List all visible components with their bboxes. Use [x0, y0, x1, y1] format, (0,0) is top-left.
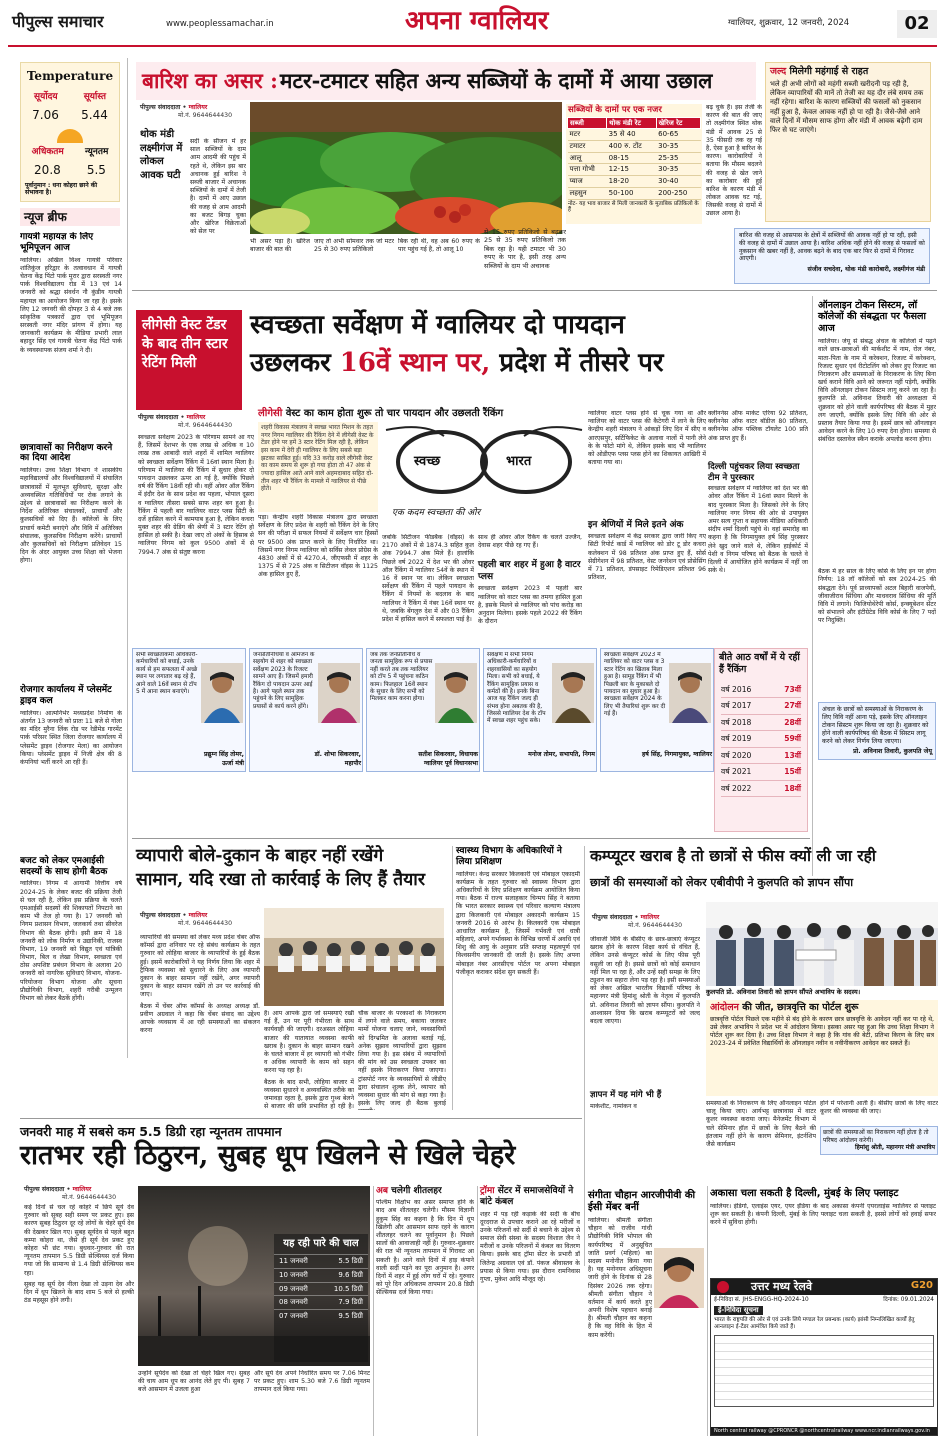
veg-table-cell: 30-40	[656, 176, 700, 188]
traders-headline-1: व्यापारी बोले-दुकान के बाहर नहीं रखेंगे	[136, 846, 384, 866]
swachhta-subhead: लीगेसी वेस्ट का काम होता शुरू तो चार पायदान और उछलती रैंकिंग	[258, 408, 504, 419]
brief-title: छात्रावासों का निरीक्षण करने का दिया आदेश	[20, 442, 113, 464]
swachhta-intro-box: शहरी विकास मंत्रालय ने स्वच्छ भारत मिशन के तहत नगर निगम ग्वालियर की रैंकिंग देने में लीगेसी वेस्ट के टेंडर होने पर हमें 3 स्टार रेटिंग मिल रही है, लेकिन इस काम में देरी ही ग्वालियर के लिए सबसे बड़ा झटका साबित हुई। यदि 33 करोड़ वाले लीगेसी वेस्ट का काम समय से शुरू हो गया होता तो 47 अंक से ज्यादा हासिल आते आने वाले अहमदाबाद सहित दो-तीन शहर भी रैंकिंग के मामले में ग्वालियर से पीछे होते।	[258, 422, 378, 512]
veg-table-row	[568, 152, 701, 164]
section-title: अपना ग्वालियर	[405, 6, 549, 36]
veg-table-cell: पत्ता गोभी	[568, 164, 607, 176]
veg-table-cell: प्याज	[568, 176, 607, 188]
notice-table	[714, 1335, 934, 1407]
temp-value: 5.5 डिग्री	[338, 1257, 363, 1265]
akasa-body: ग्वालियर। इंडिगो, एलाइंस एयर, एयर इंडिया के बाद अकासा कंपनी एयरलाइंस ग्वालियर से फ्लाइट शुरू कर सकती है। कंपनी दिल्ली, मुंबई के लिए फ्लाइट चला सकती है, इससे लोगों को हवाई सफर करने में सुविधा होगी।	[710, 1203, 936, 1227]
veg-table-cell: 400 रु. टोंट	[607, 140, 656, 152]
sunrise-value: 7.06	[32, 108, 59, 123]
sangeeta-title: संगीता चौहान आरजीपीवी की ईसी मेंबर बनीं	[588, 1190, 696, 1213]
temp-trend-title: यह रही पारे की चाल	[283, 1238, 359, 1249]
computer-headline-1: कम्प्यूटर खराब है तो छात्रों से फीस क्यों ली जा रही	[590, 846, 876, 865]
veg-headline-lead: बारिश का असर :	[142, 68, 278, 93]
brief-title: रोजगार कार्यालय में प्लेसमेंट ड्राइव कल	[20, 685, 112, 706]
veg-table-cell: टमाटर	[568, 140, 607, 152]
ranking-year: वर्ष 2016	[721, 684, 752, 694]
weather-box	[20, 62, 120, 202]
forecast-label: पूर्वानुमान :	[25, 181, 51, 189]
temperature-trend-box	[274, 1234, 368, 1362]
veg-table-cell: 50-100	[607, 187, 656, 199]
page-number: 02	[897, 10, 937, 38]
veg-table-cell: लहसुन	[568, 187, 607, 199]
brief-item-3	[20, 685, 122, 850]
ranking-row	[721, 781, 801, 797]
railway-tender-ad	[710, 1278, 938, 1436]
ranking-row	[721, 731, 801, 747]
swachhta-col-1: स्वच्छता सर्वेक्षण 2023 के परिणाम सामने आ गए हैं, जिसमें देशभर के एक लाख से अधिक व 10 लाख तक आबादी वाले शहरों में शामिल ग्वालियर को स्वच्छता सर्वेक्षण रैंकिंग में 16वां स्थान मिला है। परिणाम में ग्वालियर की रैंकिंग में सुधार होकर दो पायदान उछलकर ऊपर आ गई है, क्योंकि पिछले वर्ष की रैंकिंग 18वीं रही थी। वहीं ओवर ऑल रैंकिंग में इंदौर देश के साथ प्रदेश का पहला, भोपाल दूसरा व ग्वालियर तीसरा सबसे साफ शहर बन हुआ है। रैंकिंग में पहली बार ग्वालियर वाटर प्लस सिटी के दर्जे हासिल करने में कामयाब हुआ है, लेकिन कचरा मुक्त शहर की ग्रेडिंग की श्रेणी में 3 स्टार रेटिंग हो हासिल हो सकी है। देखा जाए तो अंकों के हिसाब से ग्वालियर निगम को कुल 9500 अंकों में से 7994.7 अंक से संतुष्ट करना	[138, 434, 254, 556]
quote-role: ग्वालियर पूर्व विधानसभा	[424, 760, 478, 768]
trauma-story: ट्रॉमा सेंटर में समाजसेवियों ने बांटे कंबल शहर में पड़ रही कड़ाके की सर्दी के बीच दूरदराज से उपचार कराने आ रहे मरीजों व उनके परिजनों को सर्दी से बचाने के उद्देश्य से समाज सेवी संस्था के सदस्य विशाल जैन ने मरीजों व उनके परिजनों में कंबल का वितरण किया। इसके बाद ट्रॉमा सेंटर के प्रभारी डॉ जितेन्द्र अग्रवाल एवं डॉ. पंकज श्रीवास्तव के प्रयास से किया गया। इस दौरान रामनिवास गुप्ता, मुकेश आदि मौजूद रहे।	[480, 1186, 580, 1283]
online-token-title: ऑनलाइन टोकन सिस्टम, लॉ कॉलेजों की संबद्धता पर फैसला आज	[818, 300, 926, 334]
col-divider	[127, 58, 128, 1058]
temp-date: 10 जनवरी	[279, 1270, 308, 1279]
ranking-title: बीते आठ वर्षों में ये रहीं हैं रैंकिंग	[719, 652, 800, 676]
brief-body: ग्वालियर। उच्च शिक्षा विभाग ने शासकीय महाविद्यालयों और विश्वविद्यालयों में संचालित छात्रावासों में मूलभूत सुविधाएं, सुरक्षा और अव्यवस्थित गतिविधियों पर रोक लगाने के उद्देश्य से छात्रावासों का निरीक्षण करने के निर्देश अतिरिक्त संचालकों, प्राचार्यों और कुलसचिवों को दिए हैं। कॉलेजों के लिए प्राचार्य कमेटी बनाएंगे और विवि में अतिरिक्त संचालक, कुलसचिव निरीक्षण करेंगे। प्राचार्यों और कुलसचिवों को निरीक्षण प्रतिवेदन 15 दिन के अंदर आयुक्त उच्च शिक्षा को भेजना होगा।	[20, 467, 122, 565]
veg-table-cell: आलू	[568, 152, 607, 164]
veg-col-text-2: भी असर पड़ा है। खेरिज बाजार की बात की	[250, 238, 310, 254]
health-story	[456, 846, 580, 1112]
brief-item-2	[20, 443, 122, 680]
veg-byline: पीपुल्स संवाददाता • ग्वालियर मो.नं. 9644644430	[140, 104, 233, 119]
logo-tagline: एक कदम स्वच्छता की ओर	[392, 508, 481, 518]
ranking-row	[721, 682, 801, 698]
veg-table-cell: 08-15	[607, 152, 656, 164]
veg-callout-text: थोक मंडी लक्ष्मीगंज में लोकल आवक घटी	[140, 129, 183, 181]
cold-byline: पीपुल्स संवाददाता • ग्वालियर मो.नं. 9644644430	[24, 1186, 117, 1201]
brief-body: ग्वालियर। आत्मनिर्भर मध्यप्रदेश निर्माण के अंतर्गत 13 जनवरी को प्रातः 11 बजे से गोला का मंदिर मुरैना लिंक रोड पर रेडीमेड गारमेंट पार्क परिसर स्थित जिला रोजगार कार्यालय में प्लेसमेंट ड्राइव (रोजगार मेला) का आयोजन किया। प्लेसमेंट ड्राइव में निजी क्षेत्र की 8 कंपनियां भर्ती करने आ रही हैं।	[20, 709, 122, 766]
veg-headline	[136, 62, 756, 100]
logo-left-text: स्वच्छ	[414, 454, 441, 469]
divider	[20, 1118, 582, 1119]
sheetlahar-story: अब चलेगी शीतलहर पश्चिम विक्षोभ का असर समाप्त होने के बाद अब शीतलहर चलेगी। मौसम विज्ञानी हुकुम सिंह का कहना है कि दिन में धूप खिलेगी और आसमान साफ रहने के कारण शीतलहर चलने का पूर्वानुमान है। पिछले सालों की आवाजाही नहीं है। गुरुवार-शुक्रवार की रात भी न्यूनतम तापमान में गिरावट आ सकती है। आने वाले दिनों में हाड़ कंपाने वाली सर्दी पड़ने का पूरा अनुमान है। अगर दिनों में शहर में हुई लोग घरों में रहे। गुरुवार को पूरे दिन अधिकतम तापमान 20.8 डिग्री सेल्सियस दर्ज किया गया।	[376, 1186, 474, 1297]
ranking-value: 27वीं	[784, 701, 801, 711]
sangeeta-body: ग्वालियर। श्रीमती संगीता चौहान को राजीव गांधी प्रौद्योगिकी विवि भोपाल की कार्यपरिषद में अनुसूचित जाति प्रवर्ग (महिला) का सदस्य मनोनीत किया गया है। यह मनोनयन अधिसूचना जारी होने के दिनांक से 28 दिसंबर 2026 तक रहेगा। श्रीमती संगीता चौहान ने वर्तमान में कार्य करते हुए अपनी विशेष पहचान बनाई है। श्रीमती चौहान का कहना है कि वह विवि के हित में काम करेंगी।	[588, 1217, 652, 1339]
sun-icon	[57, 129, 83, 143]
relief-body: भले ही अभी लोगों को महंगी सब्जी खरीदनी पड़ रही है, लेकिन व्यापारियों की मानें तो तेजी का यह दौर लंबे समय तक नहीं रहेगा। बारिश के कारण सब्जियों की फसलों को नुकसान नहीं हुआ है, केवल आवक नहीं हो पा रही है। जैसे-जैसे आने वाले दिनों में मौसम साफ होगा और मंडी में आवक बढ़ेगी दाम फिर से घट जाएंगे।	[770, 79, 924, 135]
swachhta-headline-2: उछलकर 16वें स्थान पर, प्रदेश में तीसरे पर	[250, 348, 664, 378]
ranking-year: वर्ष 2019	[721, 734, 752, 744]
temp-value: 10.5 डिग्री	[333, 1284, 363, 1293]
cold-col-1: कई दिनों से चल रहे कोहरे में छिपे सूर्य देव गुरुवार को सुबह सही समय पर प्रकट हुए। इस कारण सुबह ठिठुरन दूर रहे लोगों के चेहरे सूर्य देव की देखकर खिल गए। सुबह सूर्यदेव से पहले बहुत कम्पा कोहरा था, जैसे ही सूर्य देव प्रकट हुए कोहरा भी छंट गया। बुधवार-गुरुवार की रात न्यूनतम तापमान 5.5 डिग्री सेल्सियस दर्ज किया गया जो कि सामान्य से 1.4 डिग्री सेल्सियस कम रहा। सुबह यह सूर्य देव नीला देखा तो उड़ना देव और दिन में धूप खिलने के बाद शाम 5 बजे से हल्की ठंड महसूस होने लगी।	[24, 1204, 134, 1305]
cold-col-3: और सूर्य देव अपने निर्धारित समय पर 7.06 मिनट पर प्रकट हुए। शाम 5.30 बजे 7.6 डिग्री न्यूनतम तापमान दर्ज किया गया।	[254, 1370, 370, 1394]
veg-table-cell: 60-65	[656, 129, 700, 141]
computer-col-2: समस्याओं के निराकरण के लिए ऑनलाइन पोर्टल चालू किया जाए। आर्यभट्ट छात्रावास में वाटर कूलर व्यवस्था कराया जाए। मैनेजमेंट विभाग में चले सेमिनार हॉल में छात्रों के लिए बैठने की इंतजाम नहीं होने के कारण सेमिनार, इंटर्नशिप जैसे कार्यक्रम	[706, 1100, 816, 1148]
abvp-memorandum-photo	[706, 902, 938, 986]
col-divider	[452, 846, 453, 1110]
notice-subtitle: ई-निविदा सूचना	[714, 1306, 763, 1315]
traders-col-1: व्यापारियों की समस्या को लेकर मध्य प्रदेश चेंबर ऑफ कॉमर्स द्वारा शनिवार पर रहे संबंध कार्यक्रम के तहत गुरुवार को लोहिया बाजार के व्यापारियों के हुई बैठक हुई। इसमें कारोबारियों ने यह निर्णय लिया कि शहर में ट्रैफिक व्यवस्था को सुधारने के लिए अब व्यापारी दुकान के बाहर सामान नहीं रखेंगे, अगर व्यापारी दुकान के बाहर सामान रखेंगे तो उन पर कार्रवाई की जाए। बैठक में चेंबर ऑफ कॉमर्स के अध्यक्ष अध्यक्ष डॉ. प्रवीण अग्रवाल ने कहा कि चेंबर संवाद का उद्देश्य आपके व्यवसाय में आ रही समस्याओं का संकलन करना	[140, 934, 260, 1035]
ranking-value: 15वीं	[784, 767, 801, 777]
quote-name: प्रद्युम्न सिंह तोमर,	[203, 751, 244, 759]
brief-title: बजट को लेकर एमआईसी सदस्यों के साथ होगी बैठक	[20, 855, 108, 877]
veg-table	[567, 117, 701, 200]
temp-row	[274, 1268, 368, 1282]
ranking-year: वर्ष 2021	[721, 767, 752, 777]
col-divider	[373, 1186, 374, 1436]
akasa-story	[710, 1188, 936, 1278]
ranking-year: वर्ष 2020	[721, 750, 752, 760]
ranking-box	[714, 648, 808, 832]
veg-col-text-3: जाए तो अभी सोमवार तक जो मटर 25 से 30 रुपए प्रतिकिलो	[314, 238, 394, 254]
logo-right-text: भारत	[506, 454, 532, 469]
temp-row	[274, 1282, 368, 1296]
quote-text: जब तक जनप्रतिनिधि व जनता सामूहिक रूप से प्रयास नहीं करते तब तक ग्वालियर को टॉप 5 में पहुंचना कठिन काम। फिलहाल 16वें स्थान के सुधार के लिए सभी को मिलकर काम करना होगा।	[370, 652, 433, 703]
col-divider	[707, 1186, 708, 1436]
temp-date: 09 जनवरी	[279, 1284, 308, 1293]
quote-box	[249, 648, 363, 772]
brief-body: ग्वालियर। निगम में आगामी वित्तीय वर्ष 2024-25 के लेकर बजट की प्रक्रिया तेजी से चल रही है, लेकिन इस प्रक्रिया के चलते एमआईसी सदस्यों की शिकायतों निपटाने का काम भी तेज हो गया है। 17 जनवरी को निगम प्रशासन विभाग, जलकार्य तथा सीवरेज विभाग की बैठक होगी। इसी क्रम में 18 जनवरी को लोक निर्माण व उद्यानिकी, राजस्व विभाग, 19 जनवरी को विद्युत एवं यांत्रिकी विभाग, बिल व लेखा विभाग, स्वच्छता एवं ठोस अपशिष्ट प्रबंधन विभाग के अलावा 20 जनवरी को नागरिक सुविधाएं विभाग, योजना-परियोजना विभाग योजना और सूचना प्रौद्योगिकी विभाग, शहरी गरीबी उन्मूलन विभाग को लेकर बैठकें होंगी।	[20, 880, 122, 1002]
veg-col-text-6: बढ़ चुके हैं। इस तेजी के कारण की बात की जाए तो लक्ष्मीगंज स्थित थोक मंडी में आवक 25 से 35 फीसदी तक रह गई है, ऐसा हुआ है बारिश के कारण। कारोबारियों ने बताया कि मौसम बदलने की वजह से खेत जाने का कारोबार की हुई बारिश के कारण मंडी में लोकल आवक घट गई, जिसकी वजह से दामों में उछाल आया है।	[706, 104, 762, 218]
brief-body: ग्वालियर। अखिल विश्व गायत्री परिवार शांतिकुंज हरिद्वार के तत्वावधान में गायत्री चेतना केंद्र पिंटो पार्क मुरार द्वारा सरस्वती नगर पार्क विश्वविद्यालय रोड में 13 एवं 14 जनवरी को श्रद्धा संवर्धन नौ कुंडीय गायत्री महायज्ञ का आयोजन किया जा रहा है। इसके लिए 12 जनवरी की दोपहर 3 से 4 बजे तक सांकृतिक पत्रकारों द्वारा एवं भूमिपूजन सरस्वती नगर मंदिर प्रांगण में होगा। यह जानकारी कार्यक्रम के मीडिया प्रभारी लाल बहादुर सिंह एवं गायत्री चेतना केंद्र पिंटो पार्क के व्यवस्थापक संजय शर्मा ने दी।	[20, 256, 122, 354]
traders-col-2: है। आप आपके द्वारा जो समस्याएं रखी गई हैं, उन पर पूरी गंभीरता के साथ कार्यवाही की जाएगी। दरअसल लोहिया बाजार की यातायात व्यवस्था काफी खराब है। दुकान के बाहर सामान रखने के चलते बाजार में हर व्यापारी को गंभीर व अधिक व्यापारी के काम को सहन करना पड़ रहा है। बैठक के बाद सभी, लोहिया बाजार में व्यवस्था सुधारने व अव्यवस्थित तरीके का जमावड़ा रहता है, इसके द्वारा गुथ्थ बेलने से बाजार की छवि प्रभावित हो रही है।	[264, 1010, 354, 1110]
dateline: ग्वालियर, शुक्रवार, 12 जनवरी, 2024	[728, 18, 850, 28]
quote-name: डॉ. शोभा सिकरवार,	[314, 751, 361, 759]
masthead	[0, 0, 945, 48]
ranking-year: वर्ष 2022	[721, 783, 752, 793]
notice-number: ई-निविदा सं. JHS-ENGG-HQ-2024-10	[714, 1297, 809, 1303]
swachh-bharat-logo	[384, 422, 584, 526]
veg-table-cell: 200-250	[656, 187, 700, 199]
ranking-row	[721, 698, 801, 714]
ranking-year: वर्ष 2017	[721, 701, 752, 711]
veg-table-row	[568, 176, 701, 188]
ranking-value: 28वीं	[784, 717, 801, 727]
veg-table-cell: 25-35	[656, 152, 700, 164]
temp-date: 07 जनवरी	[279, 1312, 308, 1320]
veg-callout	[140, 128, 190, 218]
veg-col-text-1: सर्दी के सीजन में हर साल सब्जियों के दाम आम आदमी की पहुंच में रहते थे, लेकिन इस बार अचानक हुई बारिश ने सब्जी बाजार में अचानक सब्जियों के दामों में तेजी है। दामों में आए उछाल की वजह से आम आदमी का बजट बिगड़ चुका और खेरिज विक्रेताओं को सेल पर	[190, 138, 246, 236]
cold-subhead: जनवरी माह में सबसे कम 5.5 डिग्री रहा न्यूनतम तापमान	[20, 1124, 282, 1139]
cold-col-2: उन्होंने सूर्यदेव को देखा तो चेहरे खिल गए। सुबह की चाय आम धूप का आनंद लेते हुए पी। सुबह 7 बजे आसमान में उजला हुआ	[138, 1370, 250, 1394]
health-title: स्वास्थ्य विभाग के अधिकारियों ने लिया प्रशिक्षण	[456, 846, 562, 867]
temp-value: 7.9 डिग्री	[338, 1298, 363, 1307]
ranking-row	[721, 715, 801, 731]
min-value: 5.5	[86, 162, 106, 177]
computer-col-1: जीवाजी विवि के बीसीए के छात्र-छात्राएं कंप्यूटर खराब होने के कारण शिक्षा कार्य से वंचित हैं, लेकिन उनसे कंप्यूटर कोर्स के लिए फीस पूरी वसूली जा रही है। इससे छात्रों को कोई समाधान नहीं मिल पा रहा है, और उन्हें सही समझ के लिए ट्यूशन का सहारा लेना पड़ रहा है। इसी समस्याओं को लेकर अखिल भारतीय विद्यार्थी परिषद के महानगर मंत्री हिमांशु श्रोती के नेतृत्व में कुलपति प्रो. अविनाश तिवारी को ज्ञापन सौंपा। कुलपति ने आश्वासन दिया कि खराब कम्प्यूटरों को जल्द बदला जाएगा। ज्ञापन में यह मांगे भी हैं मार्कशीट, नामांकन व	[590, 936, 700, 1110]
ranking-value: 73वीं	[784, 684, 801, 694]
swachhta-col-2: पड़ा। केन्द्रीय शहरी विकास मंत्रालय द्वारा स्वच्छता सर्वेक्षण के लिए प्रदेश के शहरी को रैंकिंग देने के लिए सन की परीक्षा में सफल नियमों में सर्वेक्षण चार हिस्सों पर 9500 अंक प्राप्त करने के लिए निर्धारित था। जिसमें नगर निगम ग्वालियर को सर्विस लेवल प्रोग्रेस के 4830 अंकों में से 4270.4, जीएफसी में शहर के 1375 में से 725 अंक व सिटीजन वॉइस के 1125 अंक हासिल हुए हैं,	[258, 514, 378, 579]
computer-col-3: होने में परेशानी आती है। बीसीए छात्रों के लिए वाटर कूलर की व्यवस्था की जाए। छात्रों की समस्याओं का निराकरण नहीं होता है तो परिषद आंदोलन करेगी। हिमांशु श्रोती, महानगर मंत्री अभाविप	[820, 1100, 938, 1180]
swachhta-col-4: साथ ही ओवर ऑल रैंकिंग के चलते उज्जैन, देवास शहर पीछे रह गए हैं। पहली बार शहर में हुआ है वाटर प्लस स्वच्छता सर्वेक्षण 2023 में पहली बार ग्वालियर को वाटर प्लस का तमगा हासिल हुआ है, इसके मिलने से ग्वालियर को पांच करोड़ का अनुदान मिलेगा। इसके पहले 2022 की रैंकिंग के दौरान	[478, 534, 582, 626]
news-brief-column	[20, 232, 122, 1060]
railway-title: उत्तर मध्य रेलवे	[751, 1280, 812, 1293]
notice-intro: भारत के राष्ट्रपति की ओर से एवं उनके लिये मण्डल रेल प्रबन्धक (कार्य) झांसी निम्नलिखित कार्यों हेतु आनलाइन ई-टेंडर आमंत्रित किये जाते हैं।	[714, 1316, 915, 1330]
col-divider	[584, 846, 585, 1266]
veg-table-row	[568, 164, 701, 176]
ranking-value: 18वीं	[784, 783, 801, 793]
veg-table-cell: 35 से 40	[607, 129, 656, 141]
veg-col-text-5: से 15 रुपए प्रतिकिलो से बढ़कर 25 से 35 रुपए प्रतिकिलो तक बिक रहा है। यही टमाटर भी 30 रुपए के पार है, इसी तरह अन्य सब्जियों के दाम भी अचानक	[484, 228, 566, 270]
quote-portrait	[435, 663, 477, 723]
veg-quote-box: बारिश की वजह से आसपास के क्षेत्रों में सब्जियों की आवक नहीं हो पा रही, इसी की वजह से दामों में उछाल आया है। बारिश अधिक नहीं होने की वजह से फसलों को नुकसान की खबर नहीं है, आवक बढ़ने के बाद एक बार फिर से दामों में गिरावट आएगी। संजीव सचदेवा, थोक मंडी कारोबारी, लक्ष्मीगंज मंडी	[734, 228, 930, 284]
brief-item-1	[20, 232, 122, 437]
weather-title: Temperature	[26, 69, 114, 83]
g20-logo: G20	[910, 1280, 933, 1291]
quote-name: सतीश सिकरवार, विधायक	[418, 751, 478, 759]
online-token-note: अंचल के छात्रों को समस्याओं के निराकरण के लिए विवि नहीं आना पड़े, इसके लिए ऑनलाइन टोकन सिस्टम शुरू किया जा रहा है। शुक्रवार को होने वाली कार्यपरिषद की बैठक में सिस्टम लागू करने को लेकर निर्णय लिया जाएगा। प्रो. अविनाश तिवारी, कुलपति जेयू	[818, 702, 936, 760]
relief-box	[765, 62, 931, 222]
temp-value: 9.6 डिग्री	[338, 1270, 363, 1279]
quote-text: जनप्रतिनिधियों व आमजन के सहयोग से शहर को स्वच्छता सर्वेक्षण 2023 के रिजल्ट सामने आए हैं। जिसमें हमारी रैंकिंग दो पायदान ऊपर आई है। आगे पहले स्थान तक पहुंचने के लिए सामूहिक प्रयासों से कार्य करने होंगे।	[253, 652, 315, 710]
temp-value: 9.5 डिग्री	[338, 1312, 363, 1320]
swachhta-col-6: क्लीननेस ऑफ मार्केट एरिया 92 प्रतिशत, क्लीननेस ऑफ वाटर बॉडीज 80 प्रतिशत, क्लीननेस ऑफ पब्लिक टॉयलेट 100 प्रति अंक प्राप्त हुए हैं।	[708, 410, 808, 442]
veg-table-cell: 12-15	[607, 164, 656, 176]
max-label: अधिकतम	[31, 147, 64, 158]
quote-box	[483, 648, 597, 772]
veg-table-header: थोक मंडी रेट	[607, 117, 656, 128]
divider	[132, 290, 937, 291]
online-token-story	[818, 300, 936, 870]
quote-text: सभी स्वच्छताकर्मी अधिकारी-कर्मचारियों को बधाई, उनके कार्य से हम सफलता में अच्छे स्थान पर लगातार बढ़ रहे हैं, आने वाले 16वें स्थान से टॉप 5 में आना स्थान बनाएंगे।	[136, 652, 198, 695]
sunset-label: सूर्यास्त	[83, 92, 106, 102]
sangeeta-portrait	[654, 1248, 704, 1308]
brief-title: गायत्री महायज्ञ के लिए भूमिपूजन आज	[20, 232, 94, 253]
veg-table-cell: मटर	[568, 129, 607, 141]
sangeeta-story	[588, 1190, 704, 1436]
cold-headline: रातभर रही ठिठुरन, सुबह धूप खिलने से खिले चेहरे	[20, 1140, 516, 1171]
veg-table-row	[568, 129, 701, 141]
paper-logo: पीपुल्स समाचार	[12, 12, 104, 31]
ranking-row	[721, 748, 801, 764]
masthead-rule	[8, 45, 937, 47]
quote-box	[366, 648, 480, 772]
brief-item-4	[20, 856, 122, 1060]
traders-meeting-photo	[264, 908, 444, 1006]
vegetable-market-photo	[250, 102, 562, 234]
swachhta-headline-1: स्वच्छता सर्वेक्षण में ग्वालियर दो पायदान	[250, 310, 625, 340]
quote-name: मनोज तोमर, सभापति, निगम	[528, 751, 595, 759]
veg-table-cell: 30-35	[656, 140, 700, 152]
quote-portrait	[669, 663, 711, 723]
akasa-title: अकासा चला सकती है दिल्ली, मुंबई के लिए फ्लाइट	[710, 1188, 899, 1199]
quote-role: महापौर	[344, 760, 361, 768]
quote-box	[600, 648, 714, 772]
relief-title: मिलेगी महंगाई से राहत	[789, 66, 869, 77]
veg-table-title: सब्जियों के दामों पर एक नजर	[568, 105, 662, 115]
legacy-side-title: लीगेसी वेस्ट टेंडर के बाद तीन स्टार रेटिंग मिली	[136, 310, 242, 410]
temp-row	[274, 1295, 368, 1309]
divider	[132, 838, 810, 839]
max-value: 20.8	[34, 162, 61, 177]
ranking-row	[721, 764, 801, 780]
notice-date: दिनांक: 09.01.2024	[883, 1297, 934, 1303]
veg-table-note: नोट- यह भाव बाजार से मिली जानकारी के मुताबिक प्रतिकिलो के हैं	[568, 200, 699, 214]
online-token-body: ग्वालियर। जेयू से संबद्ध अंचल के कॉलेजों में पढ़ने वाले छात्र-छात्राओं की मार्कशीट में नाम, रोल नंबर, माता-पिता के नाम में करेक्शन, रिजल्ट में करेक्शन, रिजल्ट सुधार एवं रीटोटलिंग को लेकर हुए रिजल्ट का निराकरण और समस्याओं के निराकरण के लिए बिना खर्च कराने विवि आने को जरूरत नहीं पड़ेगी, क्योंकि विवि ऑनलाइन टोकन सिस्टम लागू करने जा रहा है। कुलपति प्रो. अविनाश तिवारी की अध्यक्षता में शुक्रवार को होने वाली कार्यपरिषद की बैठक में मुहर लग जाएगी, क्योंकि इसके लिए विवि की ओर से प्रस्ताव तैयार किया गया है। इसमें छात्र को ऑनलाइन आवेदन करने के लिए 10 रुपए देना होगा। समस्या से संबंधित दस्तावेज स्कैन कराके अपलोड करना होगा।	[818, 338, 936, 444]
quote-role: ऊर्जा मंत्री	[222, 760, 244, 768]
veg-table-cell: 18-20	[607, 176, 656, 188]
temp-date: 11 जनवरी	[279, 1257, 308, 1265]
veg-table-row	[568, 140, 701, 152]
swachhta-col-3: जबकि सिटीजन फीडबैक (वॉइस) के 2170 अंकों में से 1874.3 सहित कुल अंक 7994.7 अंक मिले हैं। हालांकि पिछले वर्ष 2022 में देश भर की ओवर ऑल रैंकिंग में ग्वालियर 54वें के स्थान में 16 वें स्थान पर था। लेकिन स्वच्छता सर्वेक्षण की रैंकिंग में पहले पायदान के रैंकिंग में नियमों के बदलाव के बाद ग्वालियर ने रैंकिंग में नंबर 16वें स्थान पर थे, जबकि बेंगलुरु देश में और 03 रैंकिंग प्रदेश में हासिल करने में सफलता पाई है।	[382, 534, 474, 623]
forecast-text: धना कोहरा छाने की संभावना है।	[25, 181, 98, 196]
col-divider	[812, 296, 813, 876]
swachhta-categories: इन श्रेणियों में मिले इतने अंक स्वच्छता सर्वेक्षण में केंद्र सरकार द्वारा जारी किए गए सिटी रिपोर्ट कार्ड में ग्वालियर को डोर टू डोर कचरा कलेक्शन में 98 प्रतिशत अंक प्राप्त हुए हैं, सोर्स सेग्रीगेशन में 98 प्रतिशत, वेस्ट जनरेशन एवं प्रोसेसिंग में 71 प्रतिशत, डंपसाइट रिमेडिएशन प्रतिशत 96 प्रतिशत,	[588, 520, 706, 582]
swachhta-col-5: ग्वालियर वाटर प्लस होने से चूक गया था और ग्वालियर को वाटर प्लस की कैटेगरी में लाने के लिए केन्द्रीय शहरी मंत्रालय ने आंकड़ों लिए दिन में सीए व आरएसपुर, सर्टिफिकेट के अलावा नालों में पानी लेने के के फोटो मांगे थे, लेकिन इसके बाद भी ग्वालियर को ओडीएफ प्लस प्लस होने का शिकायत आखिरी में बताया गया था।	[588, 410, 706, 467]
railway-logo-icon	[717, 1281, 729, 1293]
computer-headline-2: छात्रों की समस्याओं को लेकर एबीवीपी ने कुलपति को ज्ञापन सौंपा	[590, 876, 854, 889]
veg-col-text-4: बिक रही थी, वह अब 60 रुपए के पार पहुंच गई है, तो आलू 10	[398, 238, 480, 254]
computer-byline: पीपुल्स संवाददाता • ग्वालियर मो.नं. 9644644430	[592, 914, 683, 929]
quote-box	[132, 648, 246, 772]
swachhta-byline: पीपुल्स संवाददाता • ग्वालियर मो.नं. 9644644430	[138, 414, 233, 429]
ranking-value: 13वीं	[784, 750, 801, 760]
delhi-award: दिल्ली पहुंचकर लिया स्वच्छता टीम ने पुरस्कार स्वच्छता सर्वेक्षण में ग्वालियर को देश भर की ओवर ऑल रैंकिंग में 16वां स्थान मिलने के बाद पुरस्कार मिला है। जिसको लेने के लिए ग्वालियर नगर निगम की ओर से उपायुक्त अमर सत्य गुप्ता व सहायक मीडिया अधिकारी संदीप शर्मा दिल्ली पहुंचे थे। वहां समारोह का कहना है कि निगमायुक्त हर्ष सिंह पुरस्कार लेने खुद जाने वाले थे, लेकिन हाईकोर्ट में पेशी व निगम परिषद को बैठक के चलते वे दिल्ली में आयोजित होने कार्यक्रम में नहीं जा सके थे।	[708, 462, 808, 575]
veg-table-row	[568, 187, 701, 199]
temp-row	[274, 1254, 368, 1268]
sunset-value: 5.44	[81, 108, 108, 123]
quote-text: सर्वेक्षण में सभी निगम अधिकारी-कर्मचारियों व शहरवासियों का सहयोग मिला। सभी को बधाई, ये रैंकिंग सामूहिक प्रयास व कर्मठों की है। इनके बिना आज यह रैंकिंग जल्द ही संभव होना अबतक की है, जिससे ग्वालियर देश के टॉप में स्वच्छ शहर पहुंच सके।	[487, 652, 546, 725]
railway-footer: North central railway @CPRONCR @northcentralrailway www.ncr.indianrailways.gov.in	[711, 1427, 937, 1435]
quote-portrait	[201, 663, 243, 723]
temp-date: 08 जनवरी	[279, 1298, 308, 1307]
ranking-year: वर्ष 2018	[721, 717, 752, 727]
temp-row	[274, 1309, 368, 1323]
veg-table-cell: 30-35	[656, 164, 700, 176]
veg-price-table	[566, 104, 702, 224]
quote-text: स्वच्छता सर्वेक्षण 2023 में ग्वालियर को वाटर प्लस व 3 स्टार रेटिंग का खिताब मिला हुआ है। सामूह रैंकिंग में भी पिछली बार के मुकाबले दो पायदान का सुधार हुआ है। स्वच्छता सर्वेक्षण 2024 के लिए भी तैयारियां शुरू कर दी गई हैं।	[604, 652, 666, 717]
veg-headline-text: मटर-टमाटर सहित अन्य सब्जियों के दामों में आया उछाल	[279, 68, 713, 93]
col-divider	[477, 1186, 478, 1436]
health-body: ग्वालियर। केन्द्र सरकार किलकारी एवं मोबाइल एकादमी कार्यक्रम के तहत गुरुवार को स्वास्थ्य विभाग द्वारा अधिकारियों के लिए प्रशिक्षण कार्यक्रम आयोजित किया गया। बैठक में राज्य सलाहकार चिन्मय सिंह ने बताया कि भारत सरकार स्वास्थ्य एवं परिवार कल्याण मंत्रालय द्वारा किलकारी एवं मोबाइल अकादमी कार्यक्रम 15 जनवरी 2016 से आरंभ है। किलकारी एक मोबाइल आधारित कार्यक्रम है, जिसमें गर्भवती एवं धात्री महिलाएं, अपने गर्भावस्था के विभिन्न चरणों में अवधि एवं शिशु की आयु के अनुसार प्रति सप्ताह महत्वपूर्ण एवं विश्वसनीय जानकारी दी जाती है। इसके लिए अपना मोबाइल नंबर आरसीएच पोर्टल पर अपना मोबाइल पंजीकृत कराकर संदेश सुन सकती हैं।	[456, 870, 580, 976]
news-brief-label: न्यूज ब्रीफ	[20, 208, 120, 226]
min-label: न्यूनतम	[85, 147, 109, 158]
veg-table-header: सब्जी	[568, 117, 607, 128]
ranking-value: 59वीं	[784, 734, 801, 744]
traders-byline: पीपुल्स संवाददाता • ग्वालियर मो.नं. 9644644430	[140, 912, 233, 927]
quotes-row	[132, 648, 712, 772]
andolan-box: आंदोलन की जीत, छात्रवृत्ति का पोर्टल शुरू छात्रवृत्ति पोर्टल पिछले एक महीने से बंद होने के कारण छात्र छात्रवृत्ति के आवेदन नहीं कर पा रहे थे, उसे लेकर अभाविप ने प्रदेश भर में आंदोलन किया। इसका असर यह हुआ कि उच्च शिक्षा विभाग ने पोर्टल शुरू कर दिया है। उच्च शिक्षा विभाग ने कहा है कि गांव की बेटी, प्रतिभा किरण के लिए सत्र 2023-24 में प्रवेशित विद्यार्थियों के ऑनलाइन नवीन व नवीनीकरण आवेदन कर सकते हैं।	[706, 1000, 938, 1096]
quote-portrait	[552, 663, 594, 723]
photo-caption: कुलपति प्रो. अविनाश तिवारी को ज्ञापन सौंपते अभाविप के सदस्य।	[706, 988, 861, 996]
veg-table-header: खेरिज रेट	[656, 117, 700, 128]
traders-col-3: चौक बाजार के परकाशों के निराकरण में लगने वाले समय, बकाया जलकर मामों योजना चलाए जाने, व्यवसायियों को दिग्भ्रमित के अलावा बताई गई, अनेक सुझाव व्यापारियों द्वारा सुझाव लिया गया है। इस संबंध में व्यापारियों की मांग को उस स्वच्छता उपकर का नहीं इसके निराकरण किया जाएगा। ट्रांसपोर्ट नगर के व्यवसायियों से जीडीए द्वारा संचालन शुल्क लेने, व्यापार को व्यवस्था सुधार की मांग से कहा गया है। इसके लिए जल्द ही बैठक बुलाई	[358, 1010, 446, 1108]
relief-title-red: जल्द	[770, 66, 787, 77]
quote-name: हर्ष सिंह, निगमायुक्त, ग्वालियर	[641, 751, 712, 759]
sunrise-label: सूर्योदय	[34, 92, 58, 102]
website-url[interactable]: www.peoplessamachar.in	[166, 19, 274, 29]
online-token-body2: बैठक में हर साल के लिए कोर्स के लिए इन पर होगा निर्णय: 18 लॉ कॉलेजों को सत्र 2024-25 की संबद्धता देने। पूर्व प्राध्यापकों अटल बिहारी वाजपेयी, जीवाजीराव सिंधिया और माधवराव सिंधिया की मूर्ति विवि में लगाने। फिजियोथेरेपी कोर्स, इन्क्यूबेशन सेंटर को संभालने और इंटीग्रेटेड विवि कोर्स के लिए 7 पदों पर निदुक्ति।	[818, 568, 936, 625]
traders-headline-2: सामान, यदि रखा तो कार्रवाई के लिए हैं तैयार	[136, 870, 425, 890]
quote-portrait	[318, 663, 360, 723]
